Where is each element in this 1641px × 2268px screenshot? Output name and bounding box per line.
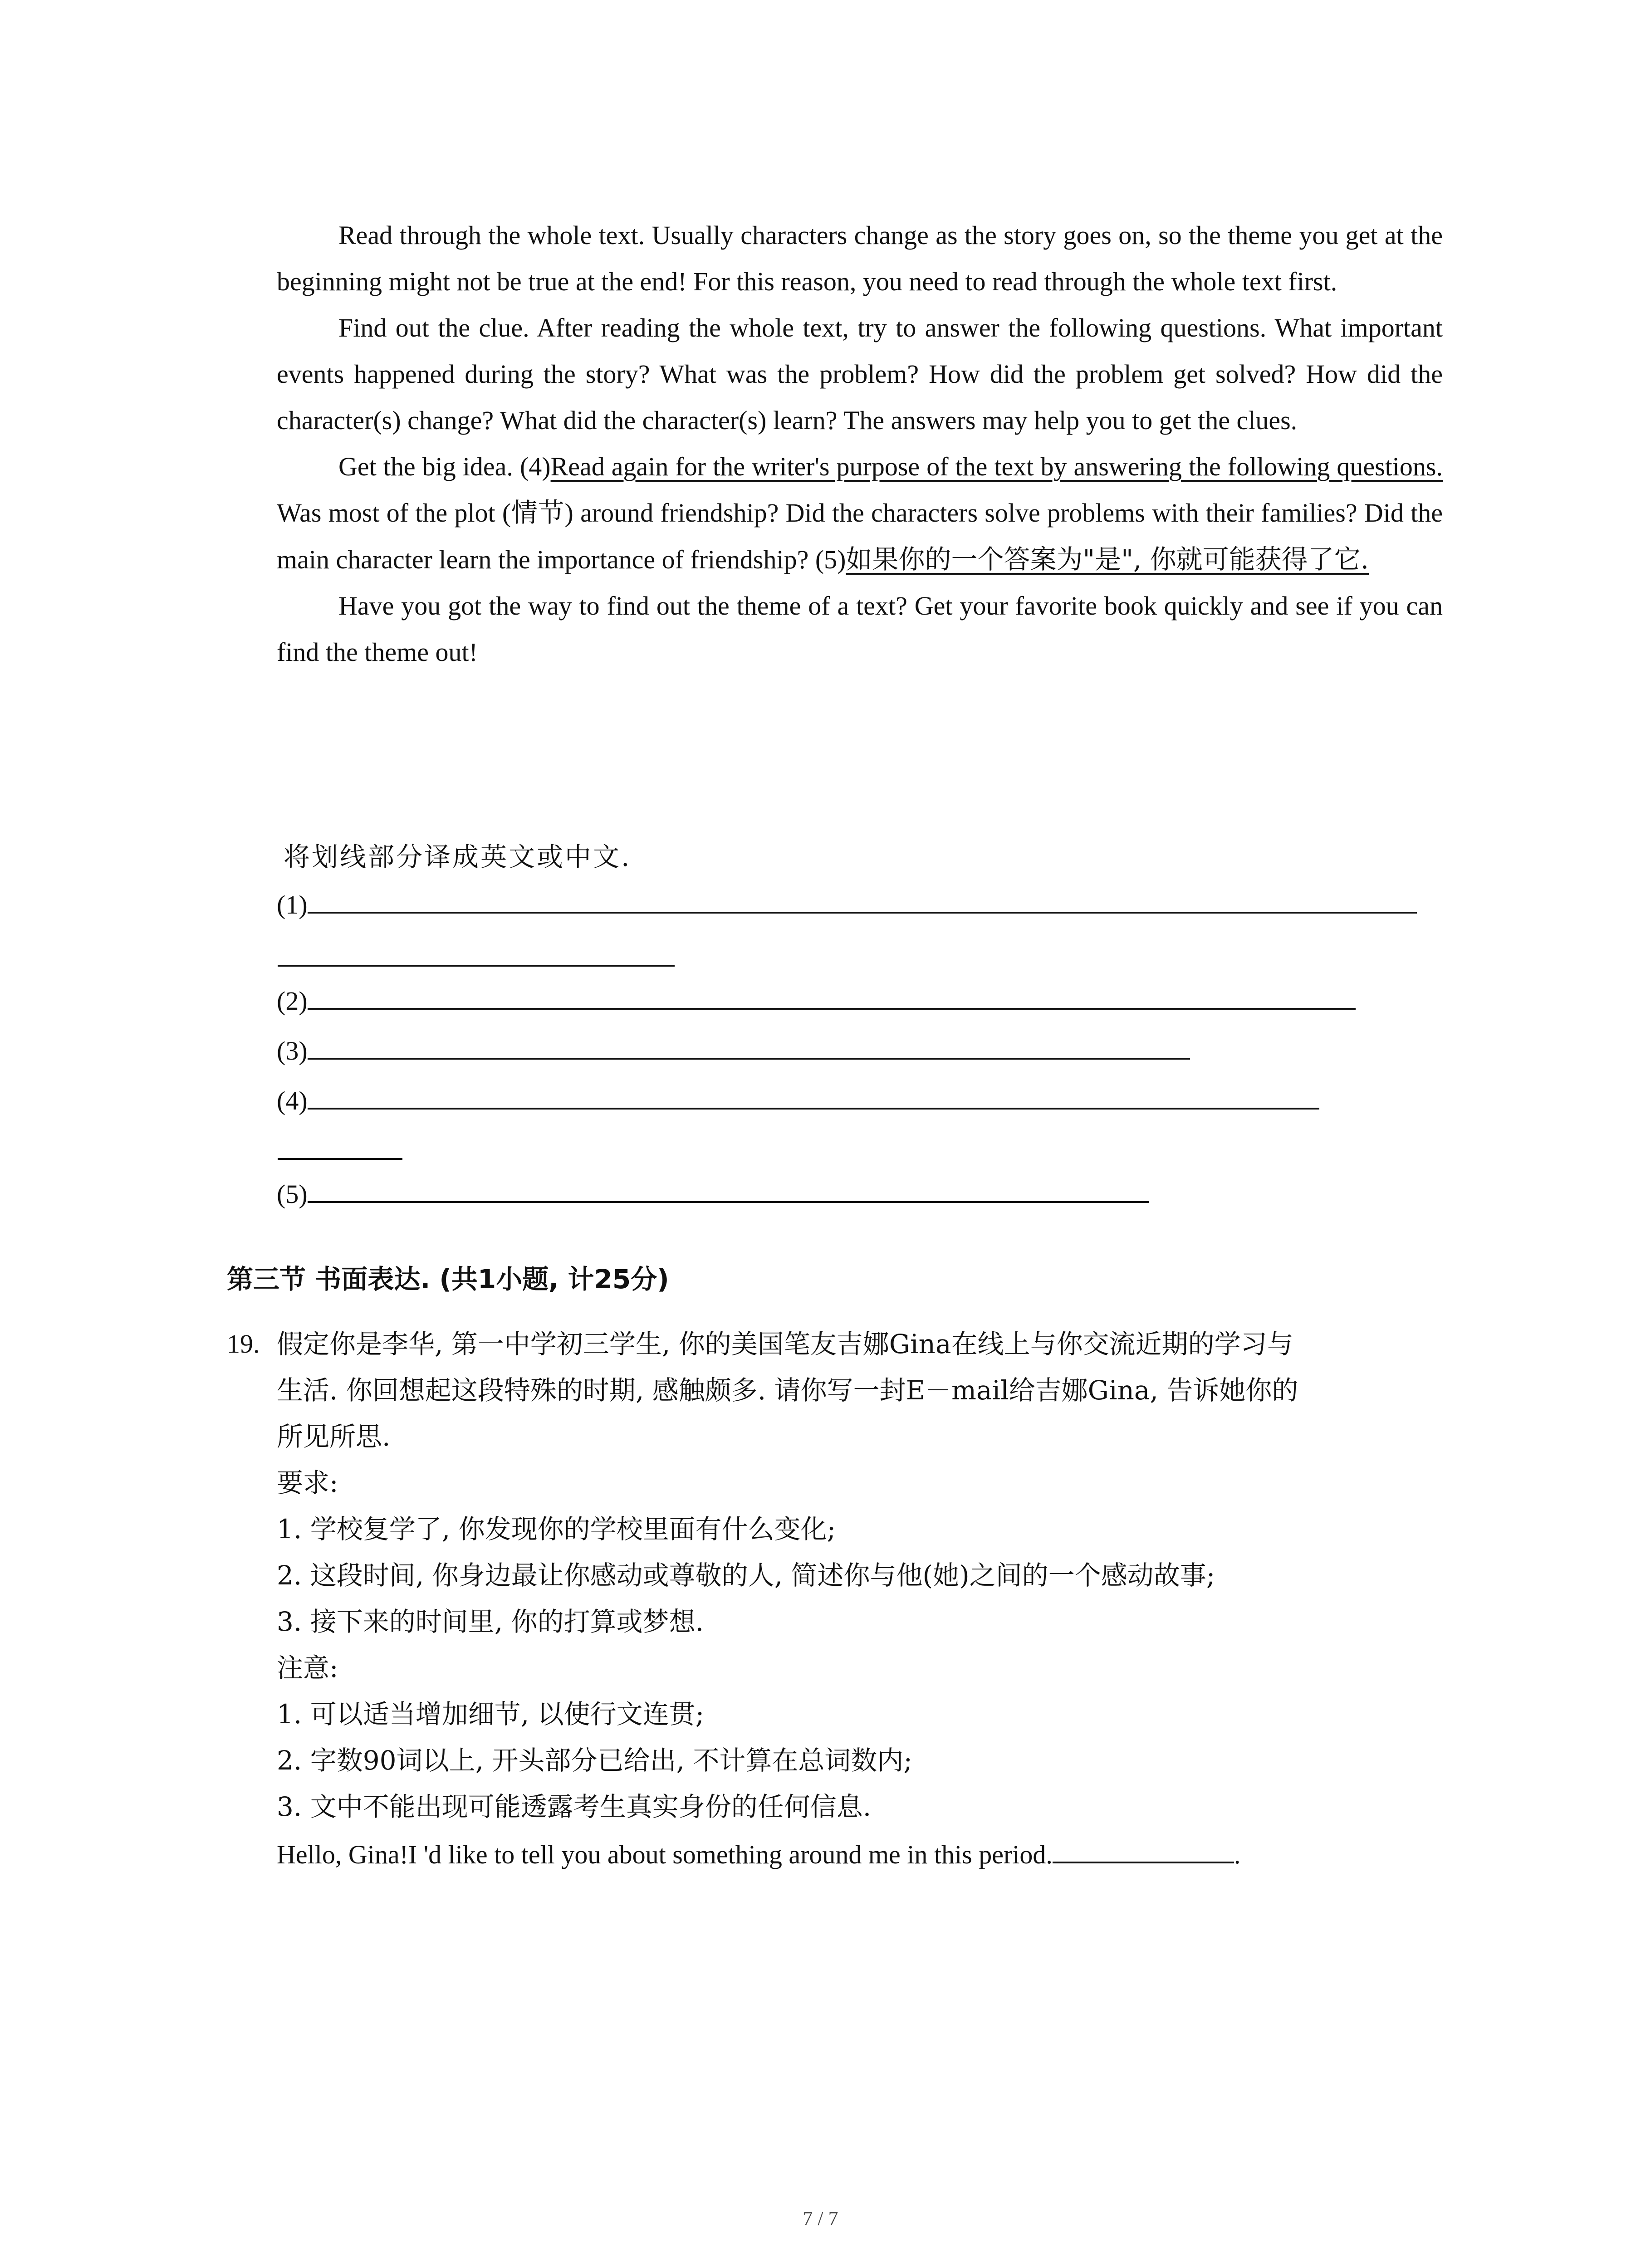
answer-blank-4-continued[interactable]: [278, 1158, 402, 1160]
big-idea-lead: Get the big idea. (4): [338, 452, 551, 481]
note-2: 2. 字数90词以上, 开头部分已给出, 不计算在总词数内;: [277, 1745, 912, 1776]
answer-blank-3[interactable]: [308, 1026, 1190, 1060]
answer-blank-1-continued[interactable]: [278, 965, 675, 967]
paragraph-conclusion: Have you got the way to find out the theme of a text? Get your favorite book quickly and see if you can find the theme out!: [277, 591, 1443, 667]
note-1: 1. 可以适当增加细节, 以使行文连贯;: [277, 1699, 705, 1730]
translation-instruction: 将划线部分译成英文或中文.: [284, 841, 632, 872]
question-19-body: [277, 1321, 1452, 1878]
requirements-heading: 要求:: [277, 1467, 338, 1498]
answer-label-1: (1): [277, 890, 308, 919]
requirement-3: 3. 接下来的时间里, 你的打算或梦想.: [277, 1606, 704, 1637]
requirement-2: 2. 这段时间, 你身边最让你感动或尊敬的人, 简述你与他(她)之间的一个感动故事;: [277, 1560, 1215, 1591]
underlined-sentence-5: 如果你的一个答案为"是", 你就可能获得了它.: [846, 544, 1369, 575]
prompt-line-3: 所见所思.: [277, 1421, 391, 1452]
page-number: 7 / 7: [803, 2207, 838, 2229]
answer-5: [277, 1169, 1149, 1215]
reading-passage: [277, 212, 1443, 675]
answer-3: [277, 1026, 1190, 1071]
writing-blank[interactable]: [1053, 1830, 1234, 1863]
prompt-line-1: 假定你是李华, 第一中学初三学生, 你的美国笔友吉娜Gina在线上与你交流近期的学习与: [277, 1329, 1293, 1359]
question-number: 19.: [227, 1329, 260, 1359]
question-19: [227, 1321, 1452, 1878]
notes-heading: 注意:: [277, 1652, 338, 1683]
answer-4: [277, 1076, 1319, 1121]
paragraph-read-through: Read through the whole text. Usually characters change as the story goes on, so the theme you get at the beginning might not be true at the end! For this reason, you need to read through the whole text first.: [277, 220, 1443, 296]
note-3: 3. 文中不能出现可能透露考生真实身份的任何信息.: [277, 1791, 872, 1822]
answer-blank-4[interactable]: [308, 1076, 1319, 1110]
answer-label-2: (2): [277, 986, 308, 1016]
answer-1: [277, 880, 1417, 925]
answer-label-3: (3): [277, 1036, 308, 1066]
answer-label-5: (5): [277, 1179, 308, 1209]
answer-blank-5[interactable]: [308, 1169, 1149, 1203]
requirement-1: 1. 学校复学了, 你发现你的学校里面有什么变化;: [277, 1514, 836, 1545]
answer-2: [277, 976, 1356, 1022]
paragraph-find-clue: Find out the clue. After reading the whole text, try to answer the following questions. What important events happened during the story? What was the problem? How did the problem get solved? How did the character(s) change? What did the character(s) learn? The answers may help you to get the clues.: [277, 313, 1443, 435]
prompt-line-2: 生活. 你回想起这段特殊的时期, 感触颇多. 请你写一封E－mail给吉娜Gina, 告诉她你的: [277, 1375, 1298, 1406]
answer-blank-1[interactable]: [308, 880, 1417, 914]
underlined-sentence-4: Read again for the writer's purpose of the text by answering the following questions.: [550, 452, 1443, 481]
answer-label-4: (4): [277, 1086, 308, 1115]
big-idea-questions: Was most of the plot (情节) around friendship? Did the characters solve problems with their families? Did the main character learn the importance of friendship? (5): [277, 498, 1443, 574]
section-3-heading: 第三节 书面表达. (共1小题, 计25分): [227, 1264, 669, 1295]
email-opening-text: Hello, Gina!I 'd like to tell you about something around me in this period.: [277, 1840, 1053, 1869]
paragraph-big-idea: [277, 444, 1443, 583]
email-opening-period: .: [1234, 1840, 1241, 1869]
answer-blank-2[interactable]: [308, 976, 1356, 1010]
email-opening: [277, 1830, 1452, 1878]
